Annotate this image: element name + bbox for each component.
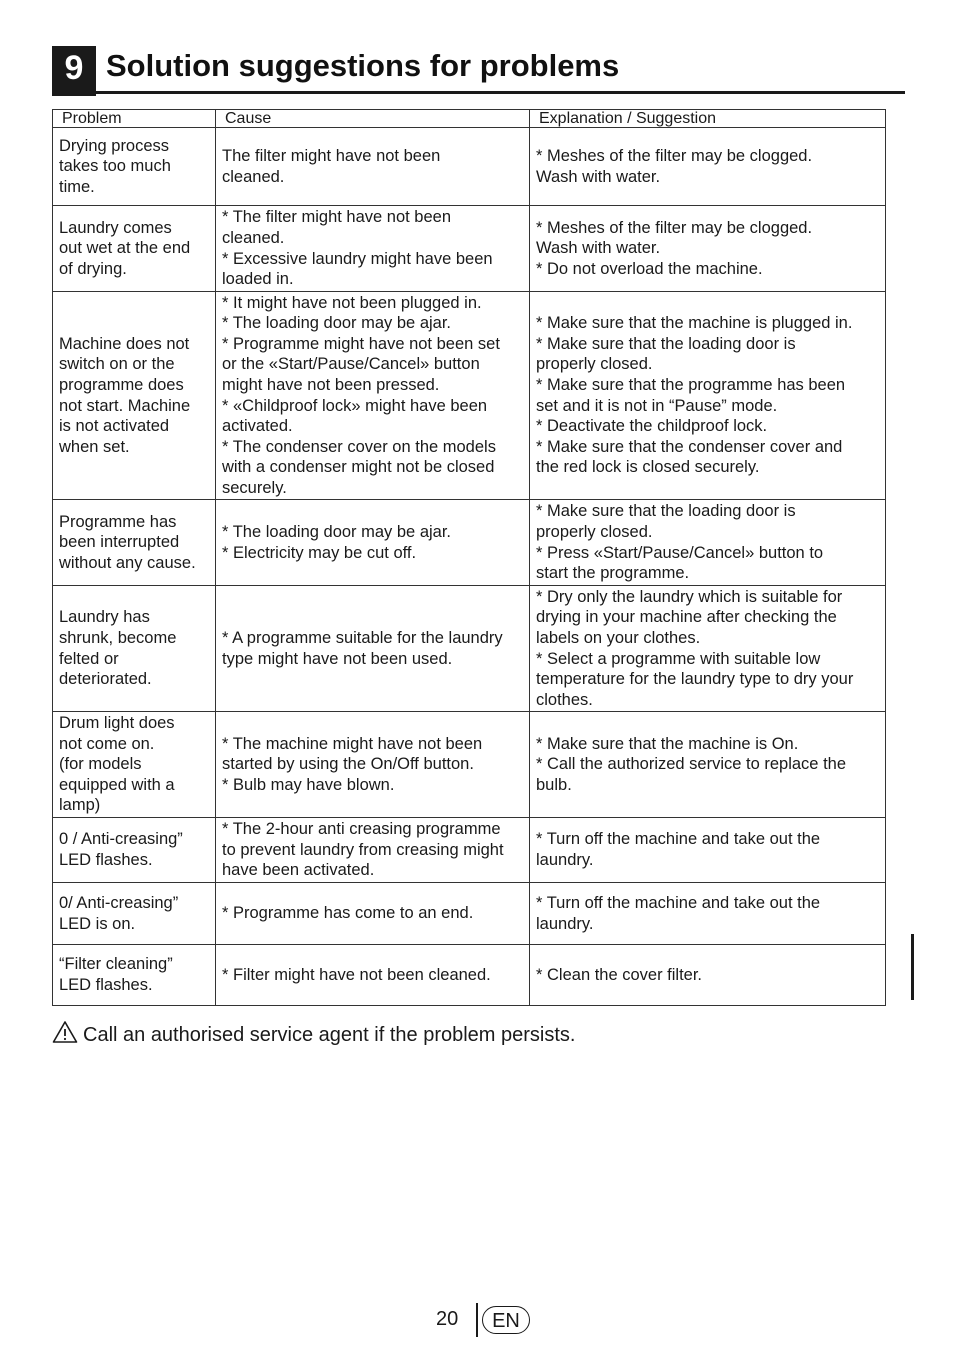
- problem-cell: 0/ Anti-creasing” LED is on.: [53, 883, 216, 945]
- suggestion-cell: * Clean the cover filter.: [530, 945, 886, 1006]
- table-row: [53, 206, 886, 292]
- suggestion-cell: * Dry only the laundry which is suitable for drying in your machine after checking the labels on your clothes. * Select a programme with suitable low temperature for the laundry type to dry your clothes.: [530, 586, 886, 712]
- table-row: [53, 292, 886, 500]
- problem-cell: “Filter cleaning” LED flashes.: [53, 945, 216, 1006]
- footer-divider: [476, 1303, 478, 1337]
- problem-cell: Drum light does not come on. (for models equipped with a lamp): [53, 712, 216, 818]
- cause-cell: * Filter might have not been cleaned.: [216, 945, 530, 1006]
- table-row: [53, 945, 886, 1006]
- problem-cell: 0 / Anti-creasing” LED flashes.: [53, 818, 216, 883]
- problem-cell: Laundry comes out wet at the end of drying.: [53, 206, 216, 292]
- table-row: [53, 818, 886, 883]
- cause-cell: * The 2-hour anti creasing programme to prevent laundry from creasing might have been activated.: [216, 818, 530, 883]
- cause-cell: * Programme has come to an end.: [216, 883, 530, 945]
- suggestion-cell: * Turn off the machine and take out the laundry.: [530, 883, 886, 945]
- table-row: [53, 586, 886, 712]
- suggestion-cell: * Meshes of the filter may be clogged. Wash with water.: [530, 128, 886, 206]
- problem-cell: Laundry has shrunk, become felted or deteriorated.: [53, 586, 216, 712]
- table-row: [53, 500, 886, 586]
- problem-cell: Programme has been interrupted without any cause.: [53, 500, 216, 586]
- suggestion-cell: * Turn off the machine and take out the laundry.: [530, 818, 886, 883]
- suggestion-cell: * Make sure that the machine is plugged in. * Make sure that the loading door is properly closed. * Make sure that the programme has been set and it is not in “Pause” mode. * Deactivate the childproof lock. * Make sure that the condenser cover and the red lock is closed securely.: [530, 292, 886, 500]
- margin-marker: [911, 934, 914, 1000]
- suggestion-cell: * Make sure that the machine is On. * Call the authorized service to replace the bulb.: [530, 712, 886, 818]
- cause-cell: * It might have not been plugged in. * The loading door may be ajar. * Programme might have not been set or the «Start/Pause/Cancel» button might have not been pressed. * «Childproof lock» might have been activated. * The condenser cover on the models with a condenser might not be closed securely.: [216, 292, 530, 500]
- cause-cell: * The loading door may be ajar. * Electricity may be cut off.: [216, 500, 530, 586]
- problem-cell: Machine does not switch on or the programme does not start. Machine is not activated when set.: [53, 292, 216, 500]
- table-header-row: [53, 110, 886, 128]
- column-header-cause: Cause: [216, 110, 530, 128]
- cause-cell: * The filter might have not been cleaned. * Excessive laundry might have been loaded in.: [216, 206, 530, 292]
- header-divider: [96, 91, 905, 94]
- table-row: [53, 883, 886, 945]
- problem-cell: Drying process takes too much time.: [53, 128, 216, 206]
- table-row: [53, 128, 886, 206]
- section-number: 9: [52, 46, 96, 96]
- page-number: 20: [436, 1308, 459, 1330]
- warning-icon: [52, 1020, 78, 1044]
- column-header-suggestion: Explanation / Suggestion: [530, 110, 886, 128]
- cause-cell: The filter might have not been cleaned.: [216, 128, 530, 206]
- language-badge: EN: [482, 1306, 530, 1334]
- table-row: [53, 712, 886, 818]
- section-header: [52, 44, 905, 96]
- cause-cell: * The machine might have not been started by using the On/Off button. * Bulb may have blown.: [216, 712, 530, 818]
- suggestion-cell: * Make sure that the loading door is properly closed. * Press «Start/Pause/Cancel» button to start the programme.: [530, 500, 886, 586]
- column-header-problem: Problem: [53, 110, 216, 128]
- page-title: Solution suggestions for problems: [106, 48, 620, 83]
- suggestion-cell: * Meshes of the filter may be clogged. Wash with water. * Do not overload the machine.: [530, 206, 886, 292]
- troubleshooting-table: [52, 109, 886, 1006]
- service-note: [52, 1020, 575, 1049]
- cause-cell: * A programme suitable for the laundry type might have not been used.: [216, 586, 530, 712]
- note-text: Call an authorised service agent if the problem persists.: [83, 1024, 576, 1046]
